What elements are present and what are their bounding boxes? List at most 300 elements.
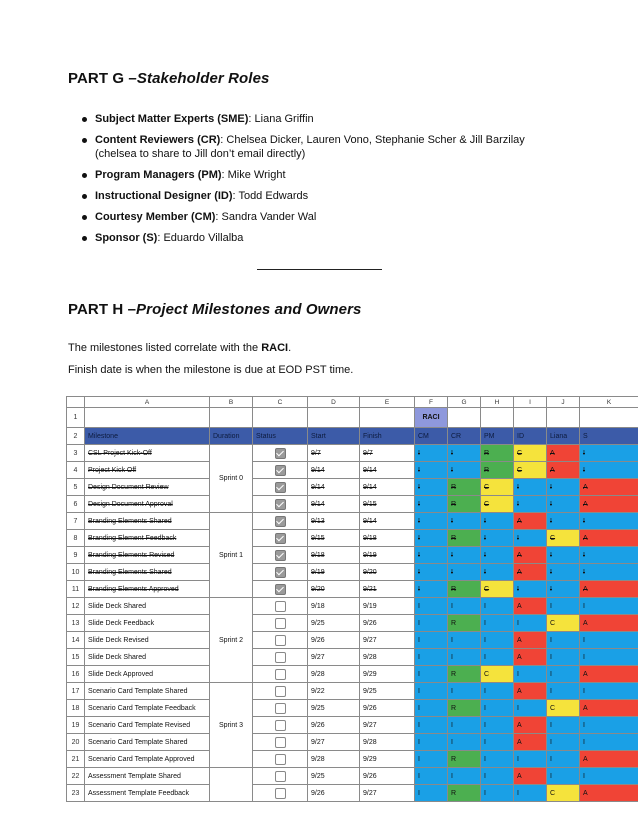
raci-cell-id: A [514,734,547,751]
raci-cell-cm: I [415,598,448,615]
row-number: 2 [67,428,85,445]
raci-cell-pm: I [481,615,514,632]
status-cell [253,768,308,785]
status-checkbox[interactable] [275,686,286,697]
start-date: 9/25 [308,615,360,632]
raci-cell-s: A [580,785,638,802]
raci-cell-s: A [580,751,638,768]
role-item-s [78,231,598,245]
raci-cell-pm: I [481,564,514,581]
raci-cell-s: I [580,513,638,530]
raci-cell-cr: I [448,683,481,700]
table-row [67,530,638,547]
status-checkbox[interactable] [275,567,286,578]
finish-date: 9/14 [360,462,415,479]
raci-cell-liana: C [547,615,580,632]
raci-cell-pm: I [481,683,514,700]
raci-cell-id: A [514,649,547,666]
column-letter-j: J [547,397,580,408]
start-date: 9/26 [308,717,360,734]
column-letter-a: A [85,397,210,408]
raci-cell-pm: R [481,445,514,462]
raci-cell-s: I [580,768,638,785]
raci-cell-s: I [580,717,638,734]
finish-date: 9/14 [360,513,415,530]
finish-date: 9/27 [360,717,415,734]
raci-cell-s: A [580,530,638,547]
milestone-cell: Scenario Card Template Shared [85,683,210,700]
start-date: 9/15 [308,530,360,547]
status-checkbox[interactable] [275,516,286,527]
raci-cell-cm: I [415,479,448,496]
raci-cell-cr: R [448,479,481,496]
status-cell [253,632,308,649]
row-number: 9 [67,547,85,564]
raci-cell-pm: I [481,547,514,564]
raci-cell-pm: I [481,785,514,802]
status-checkbox[interactable] [275,465,286,476]
raci-cell-liana: A [547,445,580,462]
raci-cell-liana: A [547,462,580,479]
raci-cell-liana: I [547,734,580,751]
part-g-prefix: PART G – [68,70,137,87]
status-checkbox[interactable] [275,669,286,680]
raci-cell-liana: I [547,547,580,564]
milestone-cell: Branding Element Feedback [85,530,210,547]
table-row [67,581,638,598]
row-number: 6 [67,496,85,513]
header-s: S [580,428,638,445]
sprint-cell: Sprint 1 [210,513,253,598]
milestone-cell: Assessment Template Feedback [85,785,210,802]
raci-cell-cm: I [415,734,448,751]
start-date: 9/14 [308,479,360,496]
finish-date: 9/21 [360,581,415,598]
status-checkbox[interactable] [275,754,286,765]
raci-cell-liana: C [547,530,580,547]
milestone-cell: Slide Deck Shared [85,598,210,615]
raci-cell-cm: I [415,445,448,462]
status-checkbox[interactable] [275,788,286,799]
sprint-cell [210,768,253,802]
raci-cell-pm: I [481,734,514,751]
start-date: 9/22 [308,683,360,700]
status-checkbox[interactable] [275,720,286,731]
raci-cell-liana: C [547,785,580,802]
finish-date: 9/29 [360,751,415,768]
milestone-cell: CSL Project Kick-Off [85,445,210,462]
start-date: 9/25 [308,768,360,785]
raci-cell-cm: I [415,581,448,598]
raci-cell-id: A [514,632,547,649]
raci-cell-cr: R [448,666,481,683]
raci-cell-cr: I [448,734,481,751]
status-cell [253,496,308,513]
raci-cell-liana: I [547,751,580,768]
part-g-heading [68,70,269,87]
raci-cell-liana: I [547,581,580,598]
note-end: . [288,342,292,354]
raci-cell-s: A [580,615,638,632]
raci-cell-s: A [580,496,638,513]
status-checkbox[interactable] [275,499,286,510]
raci-cell-id: I [514,700,547,717]
role-value: : Sandra Vander Wal [215,211,317,223]
raci-cell-liana: I [547,632,580,649]
finish-date: 9/26 [360,768,415,785]
raci-cell-id: I [514,785,547,802]
table-row [67,666,638,683]
milestone-cell: Design Document Approval [85,496,210,513]
raci-cell-pm: R [481,462,514,479]
raci-cell-s: I [580,649,638,666]
row-number: 5 [67,479,85,496]
start-date: 9/27 [308,734,360,751]
raci-cell-cr: I [448,598,481,615]
raci-cell-cm: I [415,717,448,734]
raci-cell-id: A [514,513,547,530]
header-cm: CM [415,428,448,445]
raci-cell-pm: C [481,581,514,598]
finish-date: 9/18 [360,530,415,547]
raci-cell-liana: I [547,683,580,700]
status-cell [253,530,308,547]
raci-cell-liana: I [547,479,580,496]
raci-cell-pm: I [481,598,514,615]
raci-cell-liana: I [547,649,580,666]
empty-cell [210,408,253,428]
start-date: 9/25 [308,700,360,717]
raci-cell-cr: I [448,564,481,581]
table-row [67,462,638,479]
raci-cell-cm: I [415,751,448,768]
header-id: ID [514,428,547,445]
raci-cell-cr: I [448,547,481,564]
raci-cell-pm: C [481,666,514,683]
milestone-cell: Scenario Card Template Feedback [85,700,210,717]
start-date: 9/27 [308,649,360,666]
raci-cell-s: I [580,598,638,615]
milestone-cell: Design Document Review [85,479,210,496]
raci-cell-cm: I [415,666,448,683]
row-number: 18 [67,700,85,717]
part-h-title: Project Milestones and Owners [136,301,362,318]
raci-cell-cr: I [448,632,481,649]
role-value: : Chelsea Dicker, Lauren Vono, Stephanie Scher & Jill Barzilay (chelsea to share to Jill don’t email directly) [95,134,525,160]
start-date: 9/26 [308,785,360,802]
finish-date: 9/19 [360,547,415,564]
section-divider [257,269,382,270]
raci-cell-liana: I [547,513,580,530]
start-date: 9/26 [308,632,360,649]
finish-date: 9/19 [360,598,415,615]
role-label: Program Managers (PM) [95,169,222,181]
empty-cell [85,408,210,428]
raci-cell-pm: I [481,649,514,666]
raci-cell-cm: I [415,649,448,666]
raci-cell-pm: I [481,751,514,768]
finish-date: 9/27 [360,785,415,802]
finish-date-note: Finish date is when the milestone is due at EOD PST time. [68,364,354,376]
raci-cell-s: A [580,581,638,598]
status-checkbox[interactable] [275,482,286,493]
start-date: 9/28 [308,751,360,768]
raci-cell-liana: I [547,666,580,683]
column-letter-h: H [481,397,514,408]
row-number: 10 [67,564,85,581]
row-number: 16 [67,666,85,683]
raci-cell-id: I [514,581,547,598]
raci-cell-cm: I [415,513,448,530]
raci-cell-cr: R [448,751,481,768]
raci-cell-s: A [580,700,638,717]
row-number: 15 [67,649,85,666]
raci-cell-id: I [514,615,547,632]
row-number: 1 [67,408,85,428]
table-row [67,700,638,717]
row-number: 8 [67,530,85,547]
role-value: : Liana Griffin [248,113,314,125]
raci-cell-cm: I [415,785,448,802]
start-date: 9/14 [308,462,360,479]
column-letter-c: C [253,397,308,408]
empty-cell [580,408,638,428]
role-label: Instructional Designer (ID) [95,190,233,202]
start-date: 9/28 [308,666,360,683]
finish-date: 9/27 [360,632,415,649]
table-row [67,479,638,496]
table-row [67,445,638,462]
raci-cell-id: I [514,666,547,683]
part-g-title: Stakeholder Roles [136,70,270,87]
milestone-cell: Project Kick Off [85,462,210,479]
status-checkbox[interactable] [275,584,286,595]
milestone-cell: Slide Deck Revised [85,632,210,649]
finish-date: 9/25 [360,683,415,700]
raci-cell-id: I [514,479,547,496]
milestone-cell: Branding Elements Shared [85,564,210,581]
raci-cell-s: A [580,479,638,496]
raci-cell-cr: R [448,700,481,717]
raci-cell-id: A [514,564,547,581]
finish-date: 9/26 [360,615,415,632]
start-date: 9/14 [308,496,360,513]
finish-date: 9/15 [360,496,415,513]
role-value: : Eduardo Villalba [157,232,244,244]
status-cell [253,445,308,462]
status-cell [253,598,308,615]
status-checkbox[interactable] [275,635,286,646]
raci-cell-pm: C [481,479,514,496]
role-label: Courtesy Member (CM) [95,211,216,223]
milestone-cell: Branding Elements Approved [85,581,210,598]
status-cell [253,462,308,479]
raci-cell-pm: C [481,496,514,513]
start-date: 9/19 [308,564,360,581]
raci-cell-cr: I [448,768,481,785]
raci-cell-cm: I [415,564,448,581]
milestone-cell: Branding Elements Revised [85,547,210,564]
finish-date: 9/29 [360,666,415,683]
status-checkbox[interactable] [275,737,286,748]
raci-cell-cr: R [448,615,481,632]
sprint-cell: Sprint 2 [210,598,253,683]
finish-date: 9/26 [360,700,415,717]
table-row [67,632,638,649]
empty-cell [514,408,547,428]
sprint-cell: Sprint 3 [210,683,253,768]
start-date: 9/18 [308,547,360,564]
raci-cell-s: I [580,683,638,700]
status-checkbox[interactable] [275,771,286,782]
status-cell [253,666,308,683]
row-number: 4 [67,462,85,479]
raci-cell-liana: I [547,768,580,785]
role-item-sme [78,112,598,126]
start-date: 9/18 [308,598,360,615]
table-row [67,734,638,751]
role-label: Sponsor (S) [95,232,158,244]
status-checkbox[interactable] [275,652,286,663]
milestone-cell: Branding Elements Shared [85,513,210,530]
empty-cell [481,408,514,428]
column-letter-d: D [308,397,360,408]
table-row [67,649,638,666]
raci-cell-id: I [514,530,547,547]
raci-cell-cr: I [448,445,481,462]
status-checkbox[interactable] [275,703,286,714]
column-letter-b: B [210,397,253,408]
raci-cell-cm: I [415,632,448,649]
milestones-spreadsheet [66,396,638,802]
raci-cell-s: I [580,445,638,462]
status-cell [253,785,308,802]
raci-cell-pm: I [481,513,514,530]
raci-cell-id: C [514,445,547,462]
row-number: 7 [67,513,85,530]
empty-cell [360,408,415,428]
header-liana: Liana [547,428,580,445]
part-h-prefix: PART H – [68,301,137,318]
raci-cell-cr: R [448,496,481,513]
stakeholder-roles-list [78,112,598,252]
empty-cell [547,408,580,428]
table-row [67,564,638,581]
table-row [67,513,638,530]
row-number: 17 [67,683,85,700]
status-cell [253,547,308,564]
note-bold: RACI [261,342,289,354]
raci-cell-id: C [514,462,547,479]
raci-cell-s: I [580,564,638,581]
status-cell [253,513,308,530]
raci-cell-liana: I [547,564,580,581]
row-number: 12 [67,598,85,615]
status-cell [253,700,308,717]
raci-cell-pm: I [481,632,514,649]
row-number: 14 [67,632,85,649]
role-label: Subject Matter Experts (SME) [95,113,249,125]
raci-cell-s: I [580,734,638,751]
row-number: 11 [67,581,85,598]
raci-cell-id: I [514,751,547,768]
header-duration: Duration [210,428,253,445]
header-cr: CR [448,428,481,445]
row-number: 22 [67,768,85,785]
header-pm: PM [481,428,514,445]
finish-date: 9/7 [360,445,415,462]
status-cell [253,683,308,700]
column-letter-e: E [360,397,415,408]
start-date: 9/13 [308,513,360,530]
raci-cell-pm: I [481,700,514,717]
header-status: Status [253,428,308,445]
column-letter-k: K [580,397,638,408]
role-item-cm [78,210,598,224]
raci-cell-cr: I [448,717,481,734]
header-milestone: Milestone [85,428,210,445]
row-number: 21 [67,751,85,768]
raci-cell-cm: I [415,462,448,479]
status-cell [253,581,308,598]
role-item-cr [78,133,565,161]
milestone-cell: Scenario Card Template Shared [85,734,210,751]
status-checkbox[interactable] [275,618,286,629]
column-letters-row [67,397,638,408]
column-letter-g: G [448,397,481,408]
table-row [67,496,638,513]
header-start: Start [308,428,360,445]
table-row [67,717,638,734]
finish-date: 9/20 [360,564,415,581]
status-checkbox[interactable] [275,550,286,561]
table-row [67,598,638,615]
status-cell [253,649,308,666]
raci-cell-pm: I [481,768,514,785]
empty-cell [253,408,308,428]
raci-cell-cr: I [448,513,481,530]
empty-cell [308,408,360,428]
table-row [67,751,638,768]
raci-cell-cm: I [415,683,448,700]
raci-cell-cr: R [448,581,481,598]
status-checkbox[interactable] [275,601,286,612]
row-number: 3 [67,445,85,462]
milestones-note [68,342,291,354]
header-finish: Finish [360,428,415,445]
milestone-cell: Slide Deck Approved [85,666,210,683]
raci-cell-cr: I [448,462,481,479]
finish-date: 9/28 [360,734,415,751]
role-label: Content Reviewers (CR) [95,134,221,146]
raci-cell-id: A [514,598,547,615]
empty-cell [448,408,481,428]
raci-cell-cm: I [415,530,448,547]
status-checkbox[interactable] [275,448,286,459]
role-value: : Todd Edwards [232,190,309,202]
raci-cell-pm: I [481,717,514,734]
status-cell [253,751,308,768]
raci-cell-liana: I [547,496,580,513]
table-row [67,785,638,802]
row-number: 20 [67,734,85,751]
row-number: 23 [67,785,85,802]
status-checkbox[interactable] [275,533,286,544]
milestone-cell: Slide Deck Shared [85,649,210,666]
raci-cell-id: A [514,683,547,700]
raci-cell-s: I [580,462,638,479]
role-value: : Mike Wright [221,169,286,181]
